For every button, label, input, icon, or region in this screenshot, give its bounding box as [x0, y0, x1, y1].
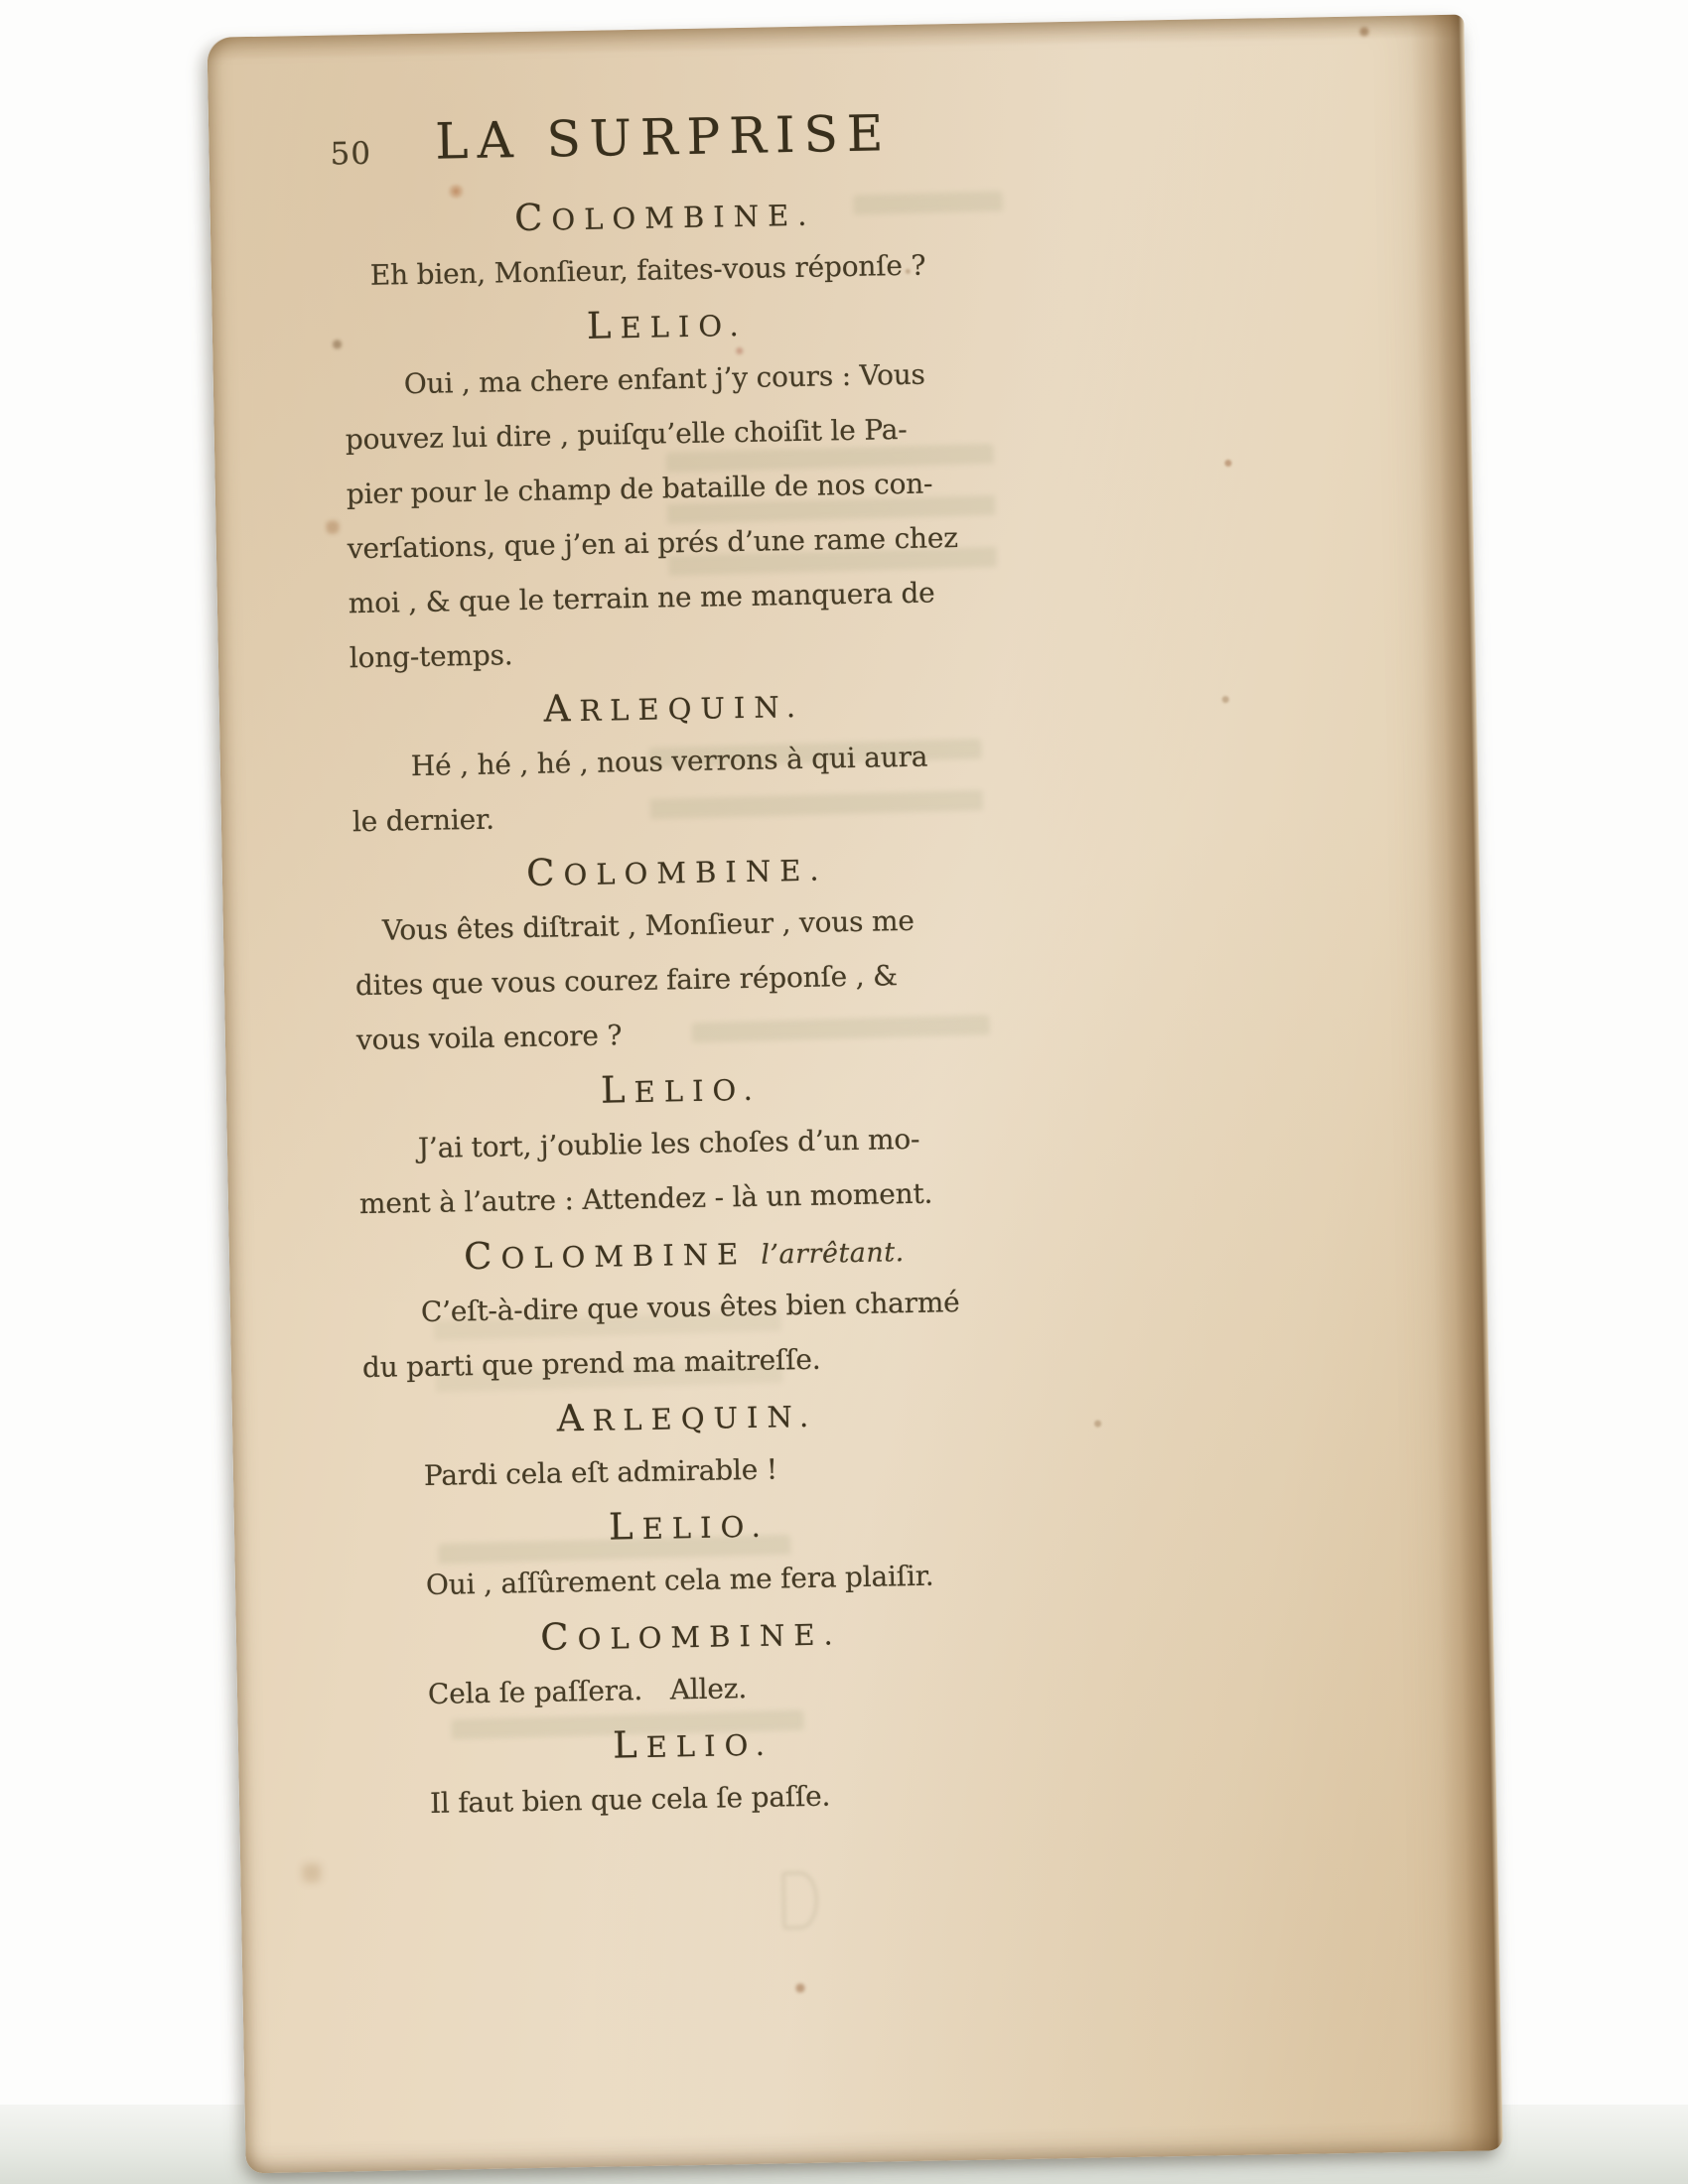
- speaker-name: COLOMBINE.: [539, 1615, 842, 1659]
- dialogue-line: dites que vous courez faire réponſe , &: [354, 959, 899, 1003]
- dialogue-line: Oui , aſſûrement cela me fera plaiſir.: [425, 1559, 934, 1601]
- speaker-name: COLOMBINE.: [513, 196, 816, 240]
- dialogue-line: Hé , hé , hé , nous verrons à qui aura: [410, 740, 928, 783]
- speaker-name: LELIO.: [608, 1505, 771, 1549]
- speaker-name: LELIO.: [612, 1722, 774, 1767]
- dialogue-line: du parti que prend ma maitreſſe.: [361, 1342, 821, 1385]
- dialogue-line: C’eſt-à-dire que vous êtes bien charmé: [420, 1286, 960, 1329]
- speaker-name: LELIO.: [586, 304, 748, 347]
- speaker-name: COLOMBINE.: [525, 851, 828, 895]
- speaker-name: LELIO.: [600, 1068, 763, 1112]
- dialogue-line: Pardi cela eſt admirable !: [423, 1452, 778, 1493]
- showthrough-signature-mark: [781, 1871, 818, 1930]
- dialogue-line: Cela ſe paſſera. Allez.: [427, 1672, 748, 1710]
- book-page-scan: [207, 15, 1502, 2174]
- dialogue-line: long-temps.: [349, 638, 513, 675]
- dialogue-line: vous voila encore ?: [355, 1019, 623, 1057]
- dialogue: [341, 182, 1018, 1832]
- page-number: 50: [330, 135, 372, 173]
- speaker-name: ARLEQUIN.: [556, 1396, 818, 1440]
- running-title: LA SURPRISE: [434, 104, 893, 171]
- ink-specks: [207, 38, 210, 41]
- dialogue-line: le dernier.: [352, 802, 495, 839]
- dialogue-line: verſations, que j’en ai prés d’une rame chez: [347, 521, 959, 566]
- dialogue-line: Oui , ma chere enfant j’y cours : Vous: [403, 357, 925, 401]
- dialogue-line: Vous êtes diſtrait , Monſieur , vous me: [381, 903, 914, 947]
- dialogue-line: pier pour le champ de bataille de nos con-: [346, 467, 933, 511]
- speaker-name: ARLEQUIN.: [543, 687, 805, 731]
- speaker-name: COLOMBINE: [463, 1234, 748, 1279]
- printed-text-block: [330, 80, 1018, 1832]
- stage-direction: l’arrêtant.: [761, 1237, 905, 1271]
- dialogue-line: ment à l’autre : Attendez - là un moment.: [358, 1176, 933, 1221]
- dialogue-line: Eh bien, Monſieur, faites-vous réponſe ?: [369, 248, 926, 292]
- dialogue-line: moi , & que le terrain ne me manquera de: [348, 576, 935, 620]
- dialogue-line: pouvez lui dire , puiſqu’elle choiſit le Pa-: [345, 412, 908, 457]
- dialogue-line: J’ai tort, j’oublie les choſes d’un mo-: [417, 1122, 920, 1165]
- page-header: [330, 80, 987, 176]
- dialogue-line: Il faut bien que cela ſe paſſe.: [429, 1779, 831, 1820]
